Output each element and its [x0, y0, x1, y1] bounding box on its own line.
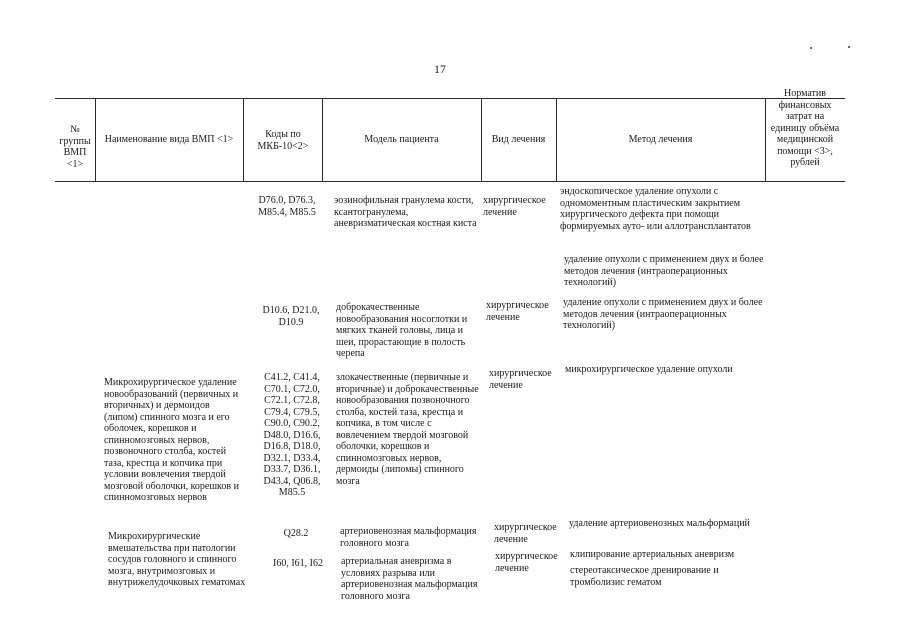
page-number: 17: [434, 62, 446, 76]
scan-dot: [810, 47, 812, 49]
header-icd-codes: Коды по МКБ-10<2>: [257, 129, 309, 152]
row-4-model: артериовенозная мальформация головного мозга: [340, 526, 477, 549]
col-divider: [243, 98, 244, 181]
row-3-type: хирургическое лечение: [489, 368, 552, 391]
row-1-method: эндоскопическое удаление опухоли с одномоментным пластическим закрытием хирургического дефекта при помощи формируемых ауто- или аллотрансплантатов: [560, 186, 751, 232]
row-4-method: удаление артериовенозных мальформаций: [569, 518, 750, 529]
col-divider: [765, 98, 766, 181]
row-5-method: клипирование артериальных аневризм: [570, 549, 735, 560]
header-patient-model: Модель пациента: [364, 134, 439, 145]
col-divider: [95, 98, 96, 181]
row-2-method: удаление опухоли с применением двух и более методов лечения (интраоперационных технологий): [563, 297, 763, 331]
col-divider: [481, 98, 482, 181]
row-3-model: злокачественные (первичные и вторичные) и доброкачественные новообразования позвоночного столба, костей таза, крестца и копчика, в том числе с вовлечением твердой мозговой оболочки, корешков и спинномозговых нервов, дермоиды (липомы) спинного мозга: [336, 372, 479, 487]
header-group-number: № группы ВМП <1>: [59, 124, 91, 170]
row-5-codes: I60, I61, I62: [273, 558, 323, 569]
row-1-codes: D76.0, D76.3, M85.4, M85.5: [258, 195, 316, 218]
row-1-method-2: удаление опухоли с применением двух и более методов лечения (интраоперационных технологий): [564, 254, 764, 288]
row-4-type: хирургическое лечение: [494, 522, 557, 545]
row-2-model: доброкачественные новообразования носоглотки и мягких тканей головы, лица и шеи, прорастающие в полость черепа: [336, 302, 468, 359]
header-cost-norm: Норматив финансовых затрат на единицу объёма медицинской помощи <3>, рублей: [770, 88, 840, 168]
row-5-method-2: стереотаксическое дренирование и тромболизис гематом: [570, 565, 719, 588]
row-3-method: микрохирургическое удаление опухоли: [565, 364, 733, 375]
header-bottom-border: [55, 181, 845, 182]
header-treatment-method: Метод лечения: [628, 134, 693, 145]
col-divider: [556, 98, 557, 181]
row-4-vmp-name: Микрохирургические вмешательства при патологии сосудов головного и спинного мозга, внутримозговых и внутрижелудочковых гематомах: [108, 531, 246, 588]
row-3-vmp-name: Микрохирургическое удаление новообразований (первичных и вторичных) и дермоидов (липом) спинного мозга и его оболочек, корешков и спинномозговых нервов, позвоночного столба, костей таза, крестца и копчика при условии вовлечения твердой мозговой оболочки, корешков и спинномозговых нервов: [104, 377, 239, 503]
row-5-model: артериальная аневризма в условиях разрыва или артериовенозная мальформация головного мозга: [341, 556, 478, 602]
row-1-type: хирургическое лечение: [483, 195, 546, 218]
header-vmp-name: Наименование вида ВМП <1>: [104, 134, 234, 145]
row-5-type: хирургическое лечение: [495, 551, 558, 574]
scan-dot: [848, 46, 850, 48]
header-treatment-type: Вид лечения: [491, 134, 546, 145]
row-4-codes: Q28.2: [283, 528, 309, 539]
table-top-border: [55, 98, 845, 99]
row-1-model: эозинофильная гранулема кости, ксантогранулема, аневризматическая костная киста: [334, 195, 477, 229]
row-2-codes: D10.6, D21.0, D10.9: [262, 305, 320, 328]
row-2-type: хирургическое лечение: [486, 300, 549, 323]
row-3-codes: C41.2, C41.4, C70.1, C72.0, C72.1, C72.8, C79.4, C79.5, C90.0, C90.2, D48.0, D16.6, D16.8, D18.0, D32.1, D33.4, D33.7, D36.1, D43.4, Q06.8, M85.5: [263, 372, 321, 498]
col-divider: [322, 98, 323, 181]
